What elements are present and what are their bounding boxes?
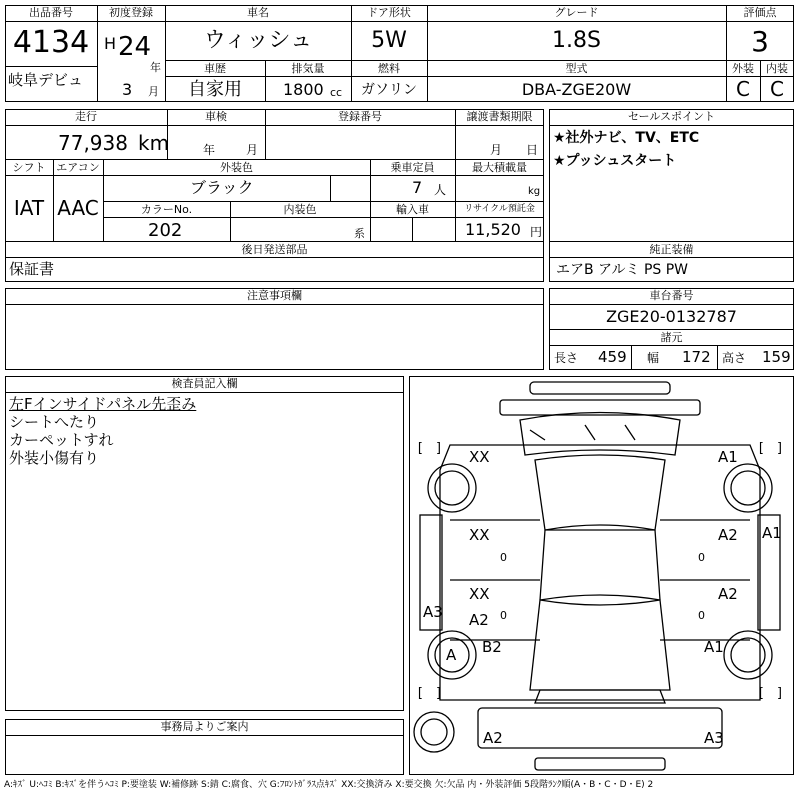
shift-label: シフト [12,161,46,174]
door-label: ドア形状 [367,6,411,19]
width-label: 幅 [647,351,660,365]
equipment-label: 純正装備 [649,243,694,256]
inspector-line-1: 左Fインサイドパネル先歪み [9,395,197,413]
damage-mark: A3 [704,729,724,747]
displacement-label: 排気量 [291,62,325,75]
ac-label: エアコン [56,161,100,174]
inspection-year-unit: 年 [203,143,216,157]
color-label: 外装色 [220,161,253,174]
inspector-line-3: カーペットすれ [9,431,114,449]
lot-no-label: 出品番号 [29,6,73,19]
recycle-label: リサイクル預託金 [464,204,535,214]
inspector-line-4: 外装小傷有り [9,449,100,467]
zero-mark: 0 [500,551,507,564]
mileage-label: 走行 [75,110,97,123]
mileage-unit: km [138,131,170,155]
length-label: 長さ [554,351,579,365]
damage-mark: A2 [469,611,489,629]
svg-text:]: ] [435,686,443,701]
inspector-line-2: シートへたり [9,413,100,431]
import-label: 輸入車 [396,203,429,216]
first-reg-label: 初度登録 [109,6,153,19]
damage-mark: A2 [718,526,738,544]
color-no-value: 202 [148,220,183,241]
later-parts-label: 後日発送部品 [241,243,308,256]
transfer-label: 譲渡書類期限 [466,110,533,123]
first-reg-year: 24 [118,32,152,62]
history-label: 車歴 [204,62,226,75]
capacity-unit: 人 [434,183,447,197]
door-type: 5W [371,28,407,53]
notes-label: 注意事項欄 [247,289,302,302]
height-value: 159 [762,348,791,366]
recycle-unit: 円 [530,225,543,239]
displacement-value: 1800 [283,80,324,99]
color-value: ブラック [190,178,254,197]
svg-text:[: [ [757,686,765,701]
sales-point-1: ★社外ナビ、TV、ETC [553,130,700,146]
damage-mark: XX [469,526,490,544]
history-value: 自家用 [188,79,242,100]
transfer-month-unit: 月 [490,143,503,157]
damage-mark: A2 [718,585,738,603]
exterior-label: 外装 [732,62,754,75]
svg-text:[: [ [416,441,424,456]
interior-grade: C [770,77,784,101]
zero-mark: 0 [698,551,705,564]
first-reg-month: 3 [122,80,133,99]
displacement-unit: cc [330,86,343,99]
era-value: H [104,34,117,53]
grade-value: 1.8S [552,28,601,53]
damage-mark: A1 [718,448,738,466]
equipment-value: エアB アルミ PS PW [556,262,689,278]
int-color-label: 内装色 [283,203,317,216]
load-unit: kg [528,186,541,197]
office-label: 事務局よりご案内 [160,720,249,733]
svg-text:[: [ [416,686,424,701]
damage-mark: XX [469,585,490,603]
year-unit: 年 [150,61,161,74]
venue-name: 岐阜デビュ [8,71,84,89]
damage-mark: A [446,646,457,664]
legend-text: A:ｷｽﾞ U:ﾍｺﾐ B:ｷｽﾞを伴うﾍｺﾐ P:要塗装 W:補修跡 S:錆 C:腐食、穴 G:ﾌﾛﾝﾄｶﾞﾗｽ点ｷｽﾞ XX:交換済み X:要交換 欠:欠品 内・外装評価 5段階ﾗﾝｸ順(A・B・C・D・E) 2 [4,780,654,790]
spec-label: 諸元 [660,331,683,344]
chassis-label: 車台番号 [649,289,694,302]
svg-text:]: ] [435,441,443,456]
exterior-grade: C [736,77,750,101]
width-value: 172 [682,348,711,366]
score-value: 3 [751,25,769,58]
car-name-label: 車名 [247,6,269,19]
length-value: 459 [598,348,627,366]
inspection-label: 車検 [205,110,227,123]
damage-mark: XX [469,448,490,466]
chassis-number: ZGE20-0132787 [606,307,737,326]
shift-value: IAT [13,196,45,220]
later-parts-value: 保証書 [9,260,55,278]
inspector-label: 検査員記入欄 [171,377,238,390]
reg-no-label: 登録番号 [338,110,382,123]
month-unit: 月 [148,85,159,98]
score-label: 評価点 [743,6,777,19]
car-name: ウィッシュ [203,28,313,53]
transfer-day-unit: 日 [526,143,539,157]
model-label: 型式 [565,62,588,75]
lot-number: 4134 [12,25,90,60]
fuel-value: ガソリン [361,82,417,98]
color-no-label: カラーNo. [140,203,193,216]
damage-mark: A1 [762,524,782,542]
height-label: 高さ [722,351,747,365]
svg-text:[: [ [757,441,765,456]
svg-text:]: ] [776,686,784,701]
interior-label: 内装 [766,62,788,75]
sales-point-label: セールスポイント [627,110,715,123]
sales-point-2: ★プッシュスタート [553,153,677,169]
damage-mark: A2 [483,729,503,747]
capacity-value: 7 [412,178,423,197]
recycle-value: 11,520 [465,220,521,239]
mileage-value: 77,938 [58,131,128,155]
int-color-unit: 系 [354,227,365,240]
load-label: 最大積載量 [472,161,527,174]
svg-text:]: ] [776,441,784,456]
damage-mark: A3 [423,603,443,621]
damage-mark: B2 [482,638,502,656]
ac-value: AAC [57,196,99,220]
damage-mark: A1 [704,638,724,656]
fuel-label: 燃料 [378,62,400,75]
zero-mark: 0 [698,609,705,622]
grade-label: グレード [554,6,599,19]
inspection-month-unit: 月 [246,143,259,157]
model-value: DBA-ZGE20W [521,80,632,99]
capacity-label: 乗車定員 [390,161,435,174]
zero-mark: 0 [500,609,507,622]
